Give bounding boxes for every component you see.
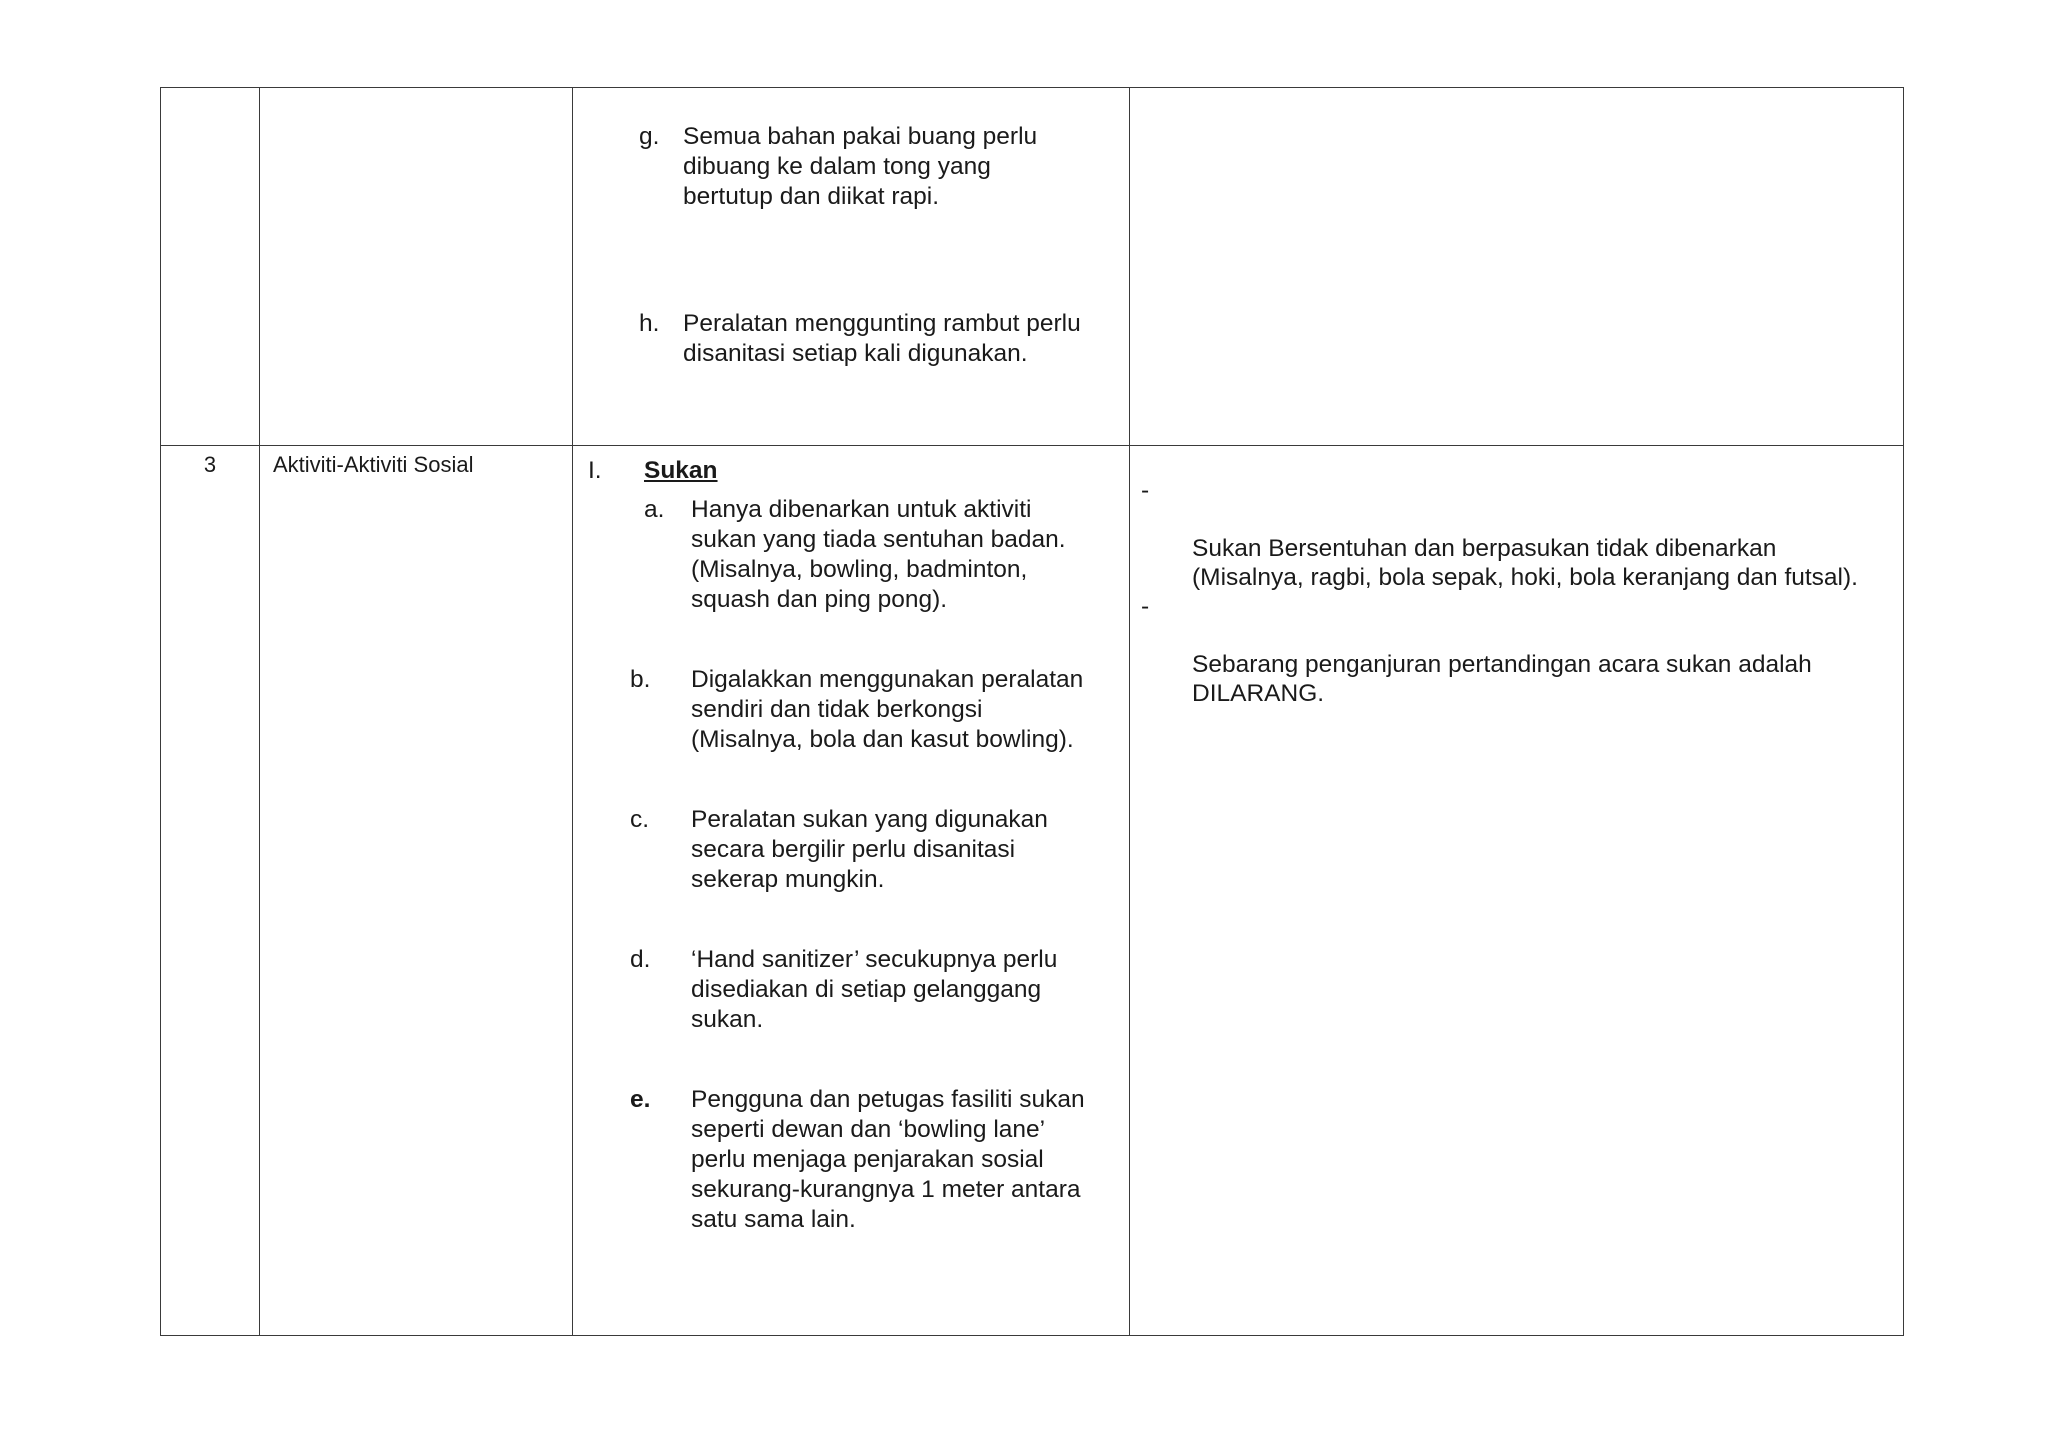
section-title: Sukan — [644, 457, 718, 484]
item-label: c. — [630, 806, 650, 833]
note-bullet: - — [1141, 593, 1150, 620]
item-text: Digalakkan menggunakan peralatan sendiri dan tidak berkongsi (Misalnya, bola dan kasut bowling). — [691, 666, 1084, 753]
item-text: Semua bahan pakai buang perlu dibuang ke dalam tong yang bertutup dan diikat rapi. — [683, 123, 1038, 210]
sop-table — [160, 87, 1904, 1336]
sop-cell — [573, 88, 1130, 446]
section-numeral: I. — [588, 457, 602, 484]
notes-cell — [1130, 88, 1904, 446]
note-text: Sukan Bersentuhan dan berpasukan tidak dibenarkan (Misalnya, ragbi, bola sepak, hoki, bola keranjang dan futsal). — [1192, 535, 1858, 591]
row-number: 3 — [203, 452, 217, 477]
item-text: Pengguna dan petugas fasiliti sukan seperti dewan dan ‘bowling lane’ perlu menjaga penjarakan sosial sekurang-kurangnya 1 meter antara satu sama lain. — [691, 1086, 1085, 1233]
item-text: Hanya dibenarkan untuk aktiviti sukan yang tiada sentuhan badan. (Misalnya, bowling, badminton, squash dan ping pong). — [691, 496, 1066, 613]
sop-content — [573, 88, 1129, 445]
table-row — [161, 88, 1904, 446]
item-label: e. — [630, 1086, 651, 1113]
item-label: b. — [630, 666, 651, 693]
row-number-cell — [161, 88, 260, 446]
notes-content — [1130, 446, 1903, 1335]
note-item — [1141, 476, 1901, 592]
item-text: ‘Hand sanitizer’ secukupnya perlu disediakan di setiap gelanggang sukan. — [691, 946, 1058, 1033]
item-label: g. — [639, 123, 660, 150]
row-number-cell — [161, 446, 260, 1336]
item-label: d. — [630, 946, 651, 973]
note-item — [1141, 592, 1901, 708]
notes-list — [1141, 476, 1901, 708]
note-bullet: - — [1141, 477, 1150, 504]
item-text: Peralatan sukan yang digunakan secara bergilir perlu disanitasi sekerap mungkin. — [691, 806, 1048, 893]
note-text: Sebarang penganjuran pertandingan acara sukan adalah DILARANG. — [1192, 651, 1812, 707]
activity-cell — [260, 446, 573, 1336]
table-row — [161, 446, 1904, 1336]
activity-name: Aktiviti-Aktiviti Sosial — [273, 452, 474, 477]
notes-cell — [1130, 446, 1904, 1336]
item-label: a. — [644, 496, 665, 523]
activity-cell — [260, 88, 573, 446]
item-label: h. — [639, 310, 660, 337]
sop-content — [573, 446, 1129, 1335]
sop-cell — [573, 446, 1130, 1336]
item-text: Peralatan menggunting rambut perlu disanitasi setiap kali digunakan. — [683, 310, 1081, 367]
